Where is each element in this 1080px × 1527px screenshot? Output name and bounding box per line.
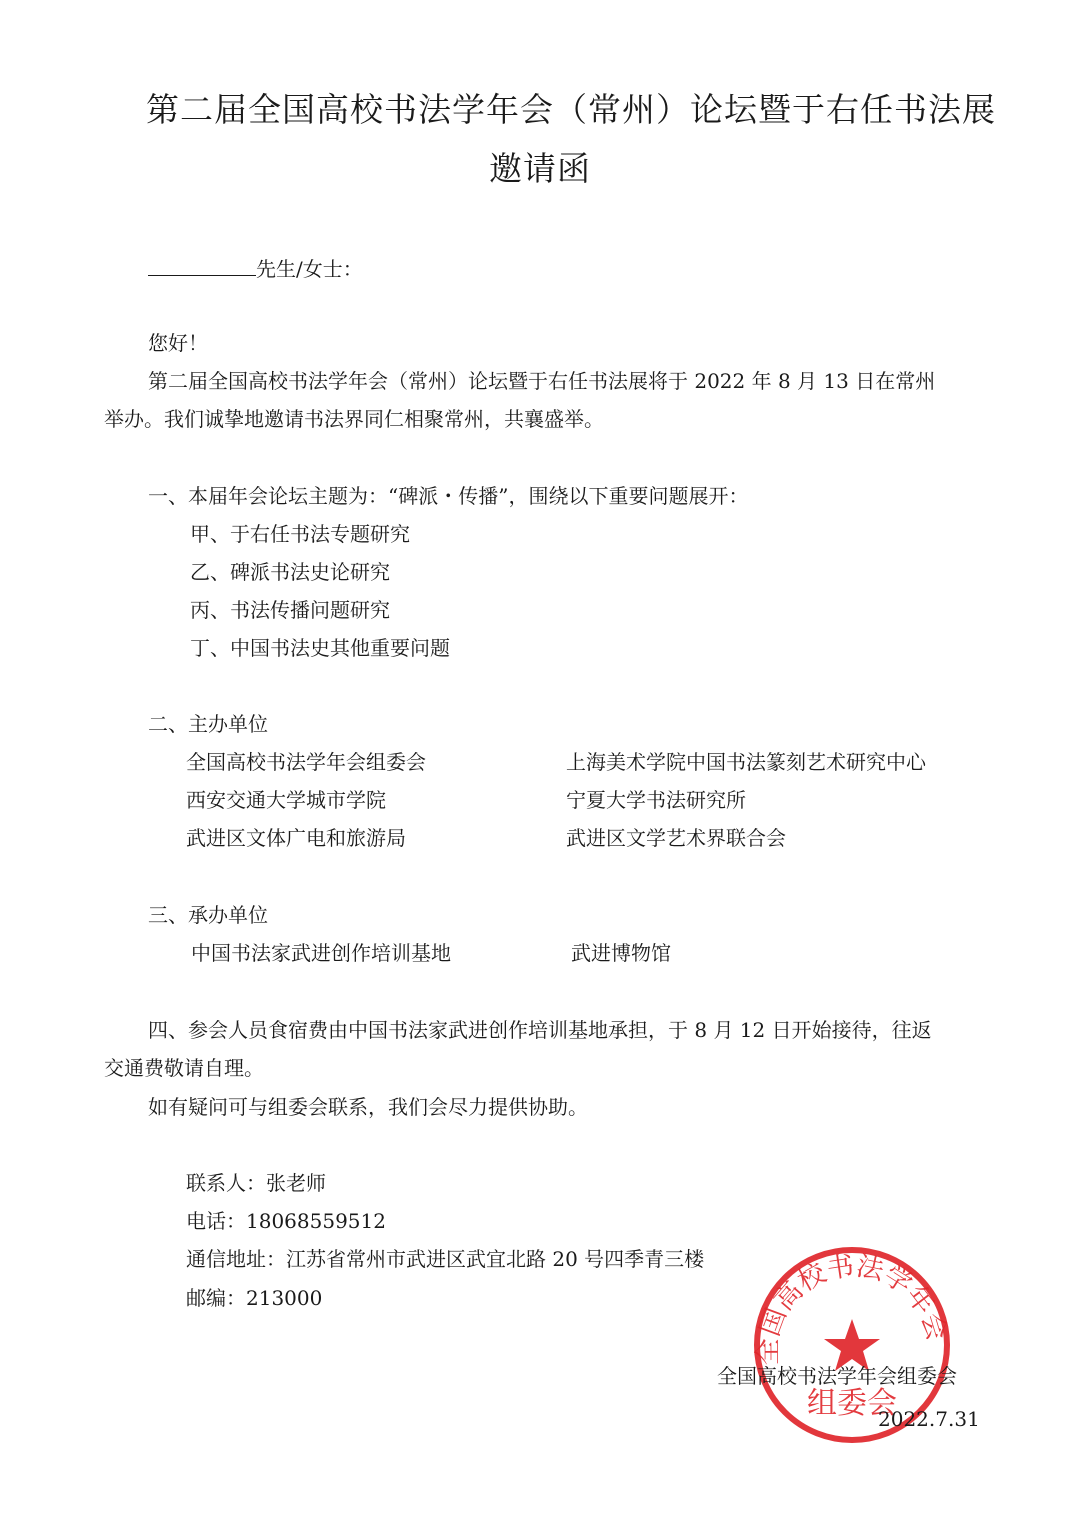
co-organizer-item: 武进博物馆 [571, 941, 671, 965]
section3-heading: 三、承办单位 [148, 903, 268, 927]
section4-line-2: 交通费敬请自理。 [104, 1056, 264, 1080]
section1-item: 丙、书法传播问题研究 [190, 598, 390, 622]
contact-person: 联系人：张老师 [186, 1171, 326, 1195]
organizer-item: 武进区文体广电和旅游局 [186, 826, 406, 850]
section2-heading: 二、主办单位 [148, 712, 268, 736]
organizer-item: 全国高校书法学年会组委会 [186, 750, 426, 774]
salutation-suffix: 先生/女士： [256, 257, 363, 281]
organizer-item: 宁夏大学书法研究所 [566, 788, 746, 812]
contact-postcode: 邮编：213000 [186, 1286, 323, 1310]
organizer-item: 西安交通大学城市学院 [186, 788, 386, 812]
organizer-item: 武进区文学艺术界联合会 [566, 826, 786, 850]
section4-line-1: 四、参会人员食宿费由中国书法家武进创作培训基地承担，于 8 月 12 日开始接待，往返 [148, 1018, 932, 1042]
section1-item: 丁、中国书法史其他重要问题 [190, 636, 450, 660]
letter-subtitle: 邀请函 [489, 149, 591, 188]
signature-org: 全国高校书法学年会组委会 [717, 1364, 957, 1388]
intro-line-1: 第二届全国高校书法学年会（常州）论坛暨于右任书法展将于 2022 年 8 月 13 日在常州 [148, 369, 936, 393]
greeting: 您好！ [148, 331, 208, 355]
section1-item: 乙、碑派书法史论研究 [190, 560, 390, 584]
co-organizer-item: 中国书法家武进创作培训基地 [191, 941, 451, 965]
seal-bottom-text: 组委会 [807, 1386, 897, 1421]
help-note: 如有疑问可与组委会联系，我们会尽力提供协助。 [148, 1095, 588, 1119]
signature-date: 2022.7.31 [878, 1407, 980, 1431]
contact-address: 通信地址：江苏省常州市武进区武宜北路 20 号四季青三楼 [186, 1247, 705, 1271]
seal-arc-text: 全国高校书法学年会 [752, 1250, 952, 1366]
letter-title: 第二届全国高校书法学年会（常州）论坛暨于右任书法展 [146, 90, 996, 129]
section1-heading: 一、本届年会论坛主题为：“碑派・传播”，围绕以下重要问题展开： [148, 484, 749, 508]
salutation [148, 257, 363, 279]
intro-line-2: 举办。我们诚挚地邀请书法界同仁相聚常州，共襄盛举。 [104, 407, 604, 431]
organizer-item: 上海美术学院中国书法篆刻艺术研究中心 [566, 750, 926, 774]
section1-item: 甲、于右任书法专题研究 [190, 522, 410, 546]
recipient-name-blank [148, 257, 256, 276]
contact-phone: 电话：18068559512 [186, 1209, 386, 1233]
